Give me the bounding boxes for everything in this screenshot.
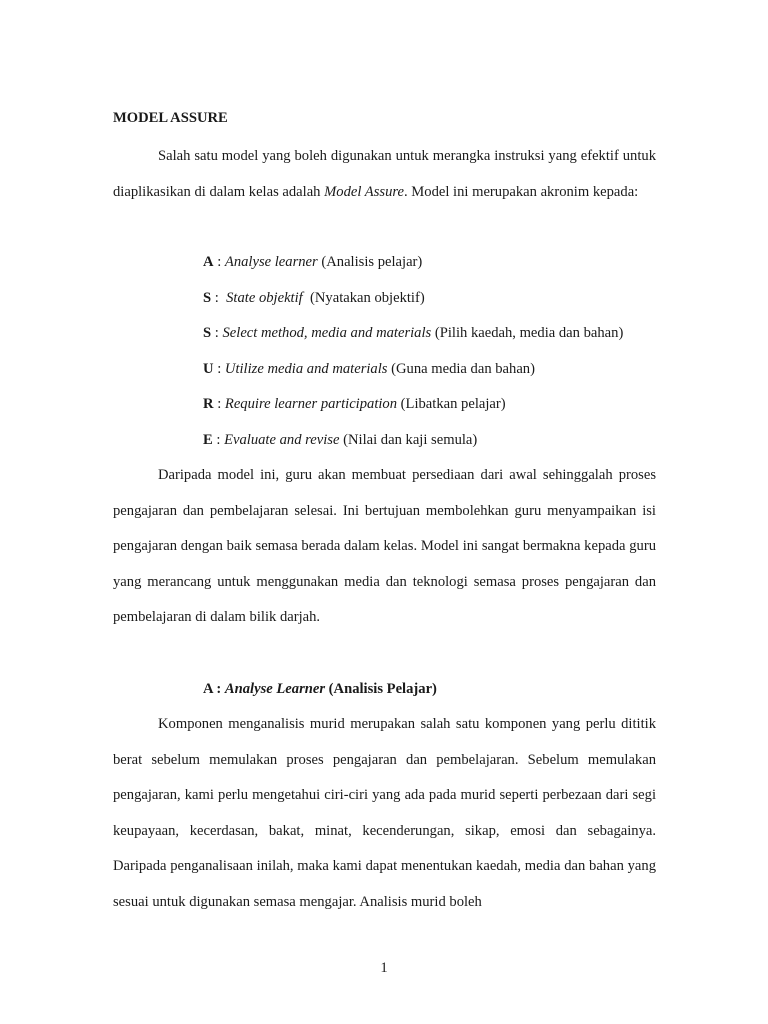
acronym-malay: (Analisis pelajar) [317, 254, 423, 270]
acronym-english: Analyse learner [224, 254, 318, 270]
intro-emphasis: Model Assure [324, 183, 404, 200]
acronym-item [203, 423, 623, 459]
acronym-english: Utilize media and materials [224, 360, 388, 377]
acronym-letter: S [203, 325, 212, 342]
acronym-item [203, 281, 623, 317]
page-number: 1 [380, 960, 388, 976]
intro-paragraph [113, 139, 656, 210]
acronym-list [203, 245, 623, 459]
acronym-separator: : [211, 325, 223, 342]
acronym-letter: U [203, 360, 214, 377]
acronym-separator: : [213, 396, 225, 413]
acronym-english: State objektif [226, 289, 303, 306]
intro-text-end: . Model ini merupakan akronim kepada: [404, 183, 639, 200]
acronym-english: Evaluate and revise [224, 431, 340, 448]
acronym-malay: (Pilih kaedah, media dan bahan) [431, 325, 624, 342]
acronym-english: Require learner participation [224, 396, 398, 413]
document-title: MODEL ASSURE [113, 110, 228, 126]
acronym-malay: (Nilai dan kaji semula) [339, 431, 478, 448]
body-paragraph [113, 707, 656, 921]
acronym-malay: (Guna media dan bahan) [387, 360, 535, 377]
body-paragraph [113, 458, 656, 636]
section-english: Analyse Learner [224, 681, 326, 697]
acronym-item [203, 245, 623, 281]
paragraph-text: Komponen menganalisis murid merupakan salah satu komponen yang perlu dititik berat sebelum memulakan proses pengajaran dan pembelajaran. Sebelum memulakan pengajaran, kami perlu mengetahui ciri-ciri yang ada pada murid seperti perbezaan dari segi keupayaan, kecerdasan, bakat, minat, kecenderungan, sikap, emosi dan sebagainya. Daripada penganalisaan inilah, maka kami dapat menentukan kaedah, media dan bahan yang sesuai untuk digunakan semasa mengajar. Analisis murid boleh [113, 716, 656, 910]
acronym-item [203, 387, 623, 423]
section-prefix: A : [203, 681, 225, 697]
acronym-english: Select method, media and materials [222, 325, 432, 342]
paragraph-text: Daripada model ini, guru akan membuat persediaan dari awal sehinggalah proses pengajaran dan pembelajaran selesai. Ini bertujuan membolehkan guru menyampaikan isi pengajaran dengan baik semasa berada dalam kelas. Model ini sangat bermakna kepada guru yang merancang untuk menggunakan media dan teknologi semasa proses pengajaran dan pembelajaran di dalam bilik darjah. [113, 467, 656, 626]
acronym-separator: : [213, 254, 225, 270]
acronym-item [203, 352, 623, 388]
acronym-separator: : [211, 289, 227, 306]
section-heading [203, 681, 437, 698]
intro-text: Salah satu model yang boleh digunakan untuk merangka instruksi yang efektif untuk diaplikasikan di dalam kelas adalah [113, 148, 656, 200]
acronym-letter: E [203, 431, 213, 448]
acronym-item [203, 316, 623, 352]
section-malay: (Analisis Pelajar) [325, 681, 437, 697]
acronym-letter: A [203, 254, 214, 270]
acronym-letter: S [203, 289, 212, 306]
acronym-malay: (Libatkan pelajar) [397, 396, 506, 413]
acronym-malay: (Nyatakan objektif) [302, 289, 425, 306]
acronym-letter: R [203, 396, 214, 413]
acronym-separator: : [213, 360, 225, 377]
acronym-separator: : [212, 431, 225, 448]
